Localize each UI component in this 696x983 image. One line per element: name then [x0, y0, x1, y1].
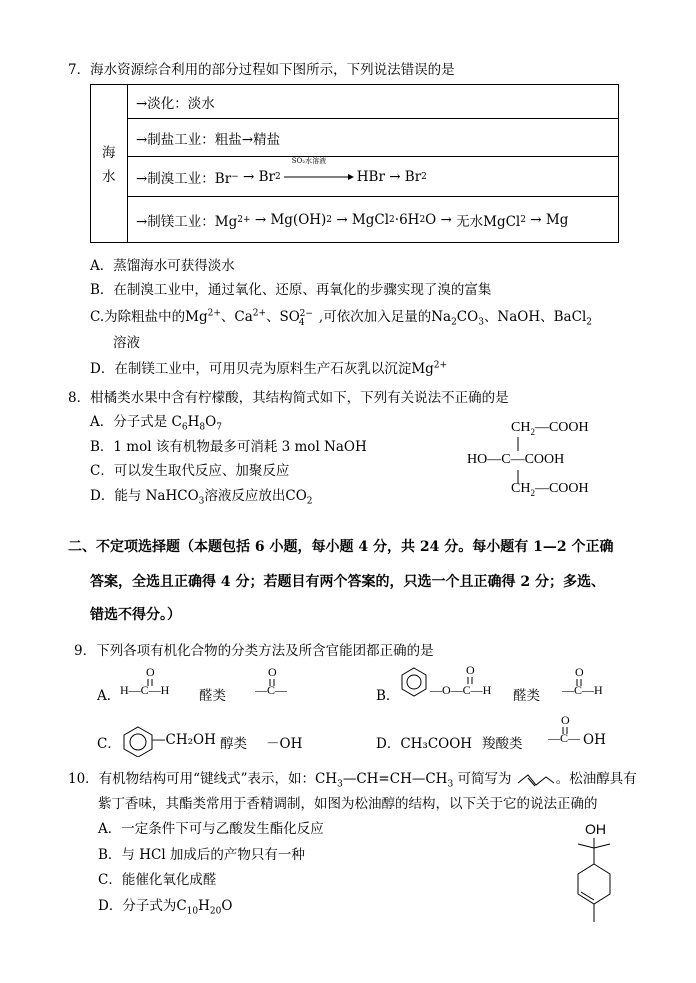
q7-option-c-mid: ,可依次加入足量的Na	[318, 309, 452, 325]
q7-option-c-line2: 溶液	[113, 335, 140, 351]
q8-option-a: A．分子式是 $C_6H_8O_7$	[90, 414, 222, 433]
q8-option-d: D．能与 NaHCO$_3$溶液反应放出$CO_2$	[90, 488, 313, 507]
svg-text:—C—H: —C—H	[562, 683, 603, 697]
svg-text:—O—C—H: —O—C—H	[430, 683, 492, 697]
q7-option-d-text: D．在制镁工业中，可用贝壳为原料生产石灰乳以沉淀Mg	[90, 361, 434, 377]
svg-text:O: O	[268, 665, 277, 679]
table-row-salt	[128, 119, 618, 157]
q10-option-d: D．分子式为$C_{10}H_{20}O$	[98, 898, 233, 917]
q10-option-a: A．一定条件下可与乙酸发生酯化反应	[98, 821, 324, 837]
q10-stem-b: 可简写为	[457, 771, 512, 787]
ch2-top-label: CH	[511, 420, 531, 435]
q9-option-c-label: C．	[97, 736, 121, 752]
svg-text:H—C—H: H—C—H	[120, 683, 170, 697]
q10-option-c: C．能催化氧化成醛	[98, 872, 217, 888]
q9-option-a-class: 醛类	[199, 688, 226, 704]
svg-text:O: O	[575, 665, 584, 679]
q9-option-c-group: —CH₂OH	[152, 732, 216, 748]
q9-option-c-fg: －OH	[266, 736, 303, 752]
q7-option-c-prefix: C.为除粗盐中的Mg	[90, 309, 208, 325]
q7-option-c: C.为除粗盐中的$Mg^{2+}$、$Ca^{2+}$、$SO_4^{2-}$ ,可依次加入足量的$Na_2CO_3$、NaOH、BaCl$_2$	[90, 308, 592, 328]
skeletal-butene-icon	[516, 773, 556, 787]
table-row-desalination	[128, 85, 618, 119]
q10-stem-a: 10．有机物结构可用“键线式”表示，如：CH	[68, 771, 338, 787]
svg-text:O: O	[561, 713, 570, 727]
section2-line3: 错选不得分。）	[90, 607, 181, 623]
q7-option-a: A．蒸馏海水可获得淡水	[90, 258, 235, 274]
ch2-bottom: $CH_2—COOH$	[511, 481, 589, 498]
table-side-char-2: 水	[102, 169, 116, 185]
q8-stem: 8．柑橘类水果中含有柠檬酸，其结构简式如下，下列有关说法不正确的是	[68, 390, 509, 406]
q9-option-c-ch2oh: CH₂OH	[165, 732, 216, 748]
row4-prefix: →制镁工业：Mg	[136, 213, 238, 230]
q7-option-b: B．在制溴工业中，通过氧化、还原、再氧化的步骤实现了溴的富集	[90, 282, 492, 298]
q8-option-c: C．可以发生取代反应、加聚反应	[90, 463, 290, 479]
q8-option-d-text: D．能与 NaHCO	[90, 488, 199, 504]
table-row-bromine: →制溴工业：Br − → Br 2 SO₂水溶液 HBr → Br 2	[128, 157, 618, 197]
row1-text: →淡化：淡水	[136, 95, 215, 112]
q7-stem: 7．海水资源综合利用的部分过程如下图所示，下列说法错误的是	[68, 62, 455, 78]
arrow-label: SO₂水溶液	[291, 156, 327, 165]
c-center: C	[501, 452, 511, 467]
section2-line2: 答案，全选且正确得 4 分；若题目有两个答案的，只选一个且正确得 2 分；多选、	[90, 574, 605, 590]
q9-option-d-oh: OH	[583, 732, 606, 748]
long-arrow-icon	[284, 173, 354, 181]
q9-option-a-label: A．	[97, 688, 121, 704]
table-side	[91, 85, 128, 242]
bond-lines	[515, 437, 521, 497]
row3-prefix: →制溴工业：Br	[136, 170, 232, 187]
q9-stem: 9．下列各项有机化合物的分类方法及所含官能团都正确的是	[74, 643, 434, 659]
seawater-table	[90, 84, 619, 243]
q10-option-b: B．与 HCl 加成后的产物只有一种	[98, 847, 305, 863]
q9-option-b-label: B．	[376, 688, 400, 704]
q9-option-c-class: 醇类	[220, 736, 247, 752]
svg-text:—C—: —C—	[548, 731, 581, 745]
q9-option-b-class: 醛类	[513, 688, 540, 704]
q9b-phenyl-formate-structure	[398, 662, 498, 704]
q8-option-b: B．1 mol 该有机物最多可消耗 3 mol NaOH	[90, 439, 367, 455]
q9a-formaldehyde-structure	[120, 664, 180, 700]
q9a-carbonyl-group	[255, 664, 295, 700]
q9-option-d-label: D．CH₃COOH	[376, 736, 473, 752]
cooh-mid: COOH	[524, 452, 565, 467]
cooh-bottom: COOH	[548, 481, 589, 496]
table-row-magnesium: →制镁工业：Mg 2+ → Mg(OH) 2 → MgCl 2 ·6H 2 O → 无水MgCl 2 → Mg	[136, 211, 569, 230]
svg-text:O: O	[466, 663, 475, 677]
section2-line1: 二、不定项选择题（本题包括 6 小题，每小题 4 分，共 24 分。每小题有 1—2 个正确	[68, 539, 614, 555]
svg-text:O: O	[146, 665, 155, 679]
row4-anhydrous: 无水MgCl	[456, 213, 521, 230]
q9b-aldehyde-group	[562, 664, 608, 700]
q10-option-d-text: D．分子式为C	[98, 898, 187, 914]
q10-stem-c: 。松油醇具有	[555, 771, 637, 787]
q7-option-d: D．在制镁工业中，可用贝壳为原料生产石灰乳以沉淀$Mg^{2+}$	[90, 360, 448, 377]
ch2-top: $CH_2—COOH$	[511, 420, 589, 437]
citric-acid-structure	[467, 412, 617, 502]
ch2-bottom-label: CH	[511, 481, 531, 496]
q10-stem-line1: 10．有机物结构可用“键线式”表示，如：$CH_3—CH=CH—CH_3$ 可简写为 。松油醇具有	[68, 771, 637, 790]
terpineol-oh-label: OH	[585, 821, 606, 837]
terpineol-structure	[560, 830, 630, 930]
ho-group: HO—C—COOH	[467, 452, 565, 467]
q10-stem-line2: 紫丁香味，其酯类常用于香精调制，如图为松油醇的结构，以下关于它的说法正确的	[98, 796, 598, 812]
reaction-arrow	[284, 156, 354, 185]
table-side-char-1: 海	[102, 145, 116, 161]
svg-text:—C—: —C—	[255, 683, 288, 697]
q9-option-d-class: 羧酸类	[482, 736, 523, 752]
row2-text: →制盐工业：粗盐→精盐	[136, 131, 281, 148]
q8-option-a-text: A．分子式是 C	[90, 414, 182, 430]
ho-label: HO	[467, 452, 488, 467]
cooh-top: COOH	[548, 420, 589, 435]
q8-option-d-suffix: 溶液反应放出CO	[204, 488, 307, 504]
